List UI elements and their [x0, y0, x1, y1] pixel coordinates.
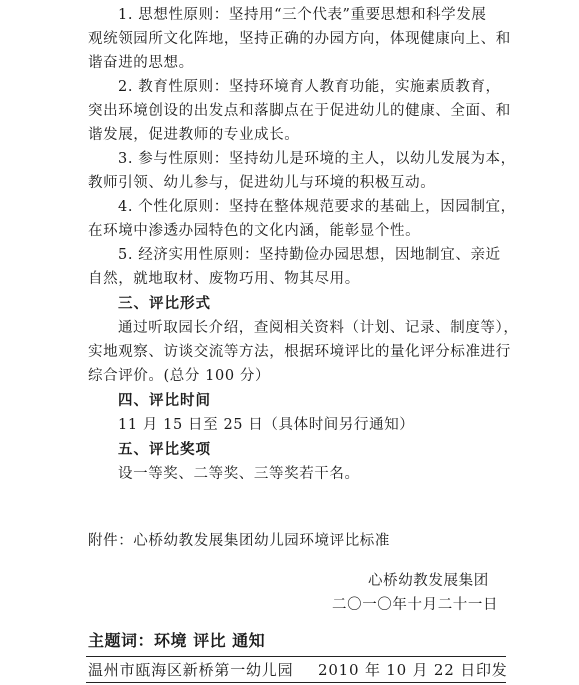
section-4-heading: 四、评比时间	[118, 393, 211, 409]
evaluation-method-line-1: 通过听取园长介绍，查阅相关资料（计划、记录、制度等），	[118, 320, 519, 336]
principle-1-line-2: 观统领园所文化阵地，坚持正确的办园方向，体现健康向上、和	[88, 31, 511, 47]
evaluation-method-line-3: 综合评价。(总分 100 分）	[88, 368, 271, 384]
section-3-heading: 三、评比形式	[118, 296, 211, 312]
principle-5-line-2: 自然，就地取材、废物巧用、物其尽用。	[88, 271, 360, 287]
principle-2-line-1: 2. 教育性原则：坚持环境育人教育功能，实施素质教育，	[118, 79, 501, 95]
principle-1-line-3: 谐奋进的思想。	[88, 55, 194, 71]
footer-issue-date: 2010 年 10 月 22 日印发	[318, 661, 508, 679]
principle-5-line-1: 5. 经济实用性原则：坚持勤俭办园思想，因地制宜、亲近	[118, 247, 501, 263]
principle-4-line-1: 4. 个性化原则：坚持在整体规范要求的基础上，因园制宜，	[118, 199, 516, 215]
principle-2-line-3: 谐发展，促进教师的专业成长。	[88, 127, 300, 143]
principle-2-line-2: 突出环境创设的出发点和落脚点在于促进幼儿的健康、全面、和	[88, 103, 511, 119]
awards-text: 设一等奖、二等奖、三等奖若干名。	[118, 466, 360, 482]
footer-issuer: 温州市瓯海区新桥第一幼儿园	[88, 661, 294, 679]
signature-date: 二〇一〇年十月二十一日	[332, 597, 499, 613]
evaluation-time: 11 月 15 日至 25 日（具体时间另行通知）	[118, 417, 415, 433]
subject-keywords: 主题词：环境 评比 通知	[88, 631, 266, 650]
principle-1-line-1: 1. 思想性原则：坚持用“三个代表”重要思想和科学发展	[118, 7, 487, 23]
footer-top-rule	[86, 656, 506, 657]
principle-3-line-1: 3. 参与性原则：坚持幼儿是环境的主人，以幼儿发展为本，	[118, 151, 516, 167]
attachment-line: 附件：心桥幼教发展集团幼儿园环境评比标准	[88, 533, 390, 549]
section-5-heading: 五、评比奖项	[118, 442, 211, 458]
principle-4-line-2: 在环境中渗透办园特色的文化内涵，能彰显个性。	[88, 223, 421, 239]
principle-3-line-2: 教师引领、幼儿参与，促进幼儿与环境的积极互动。	[88, 175, 436, 191]
signature-org: 心桥幼教发展集团	[368, 573, 489, 589]
footer-bottom-rule	[86, 682, 506, 683]
evaluation-method-line-2: 实地观察、访谈交流等方法，根据环境评比的量化评分标准进行	[88, 344, 511, 360]
